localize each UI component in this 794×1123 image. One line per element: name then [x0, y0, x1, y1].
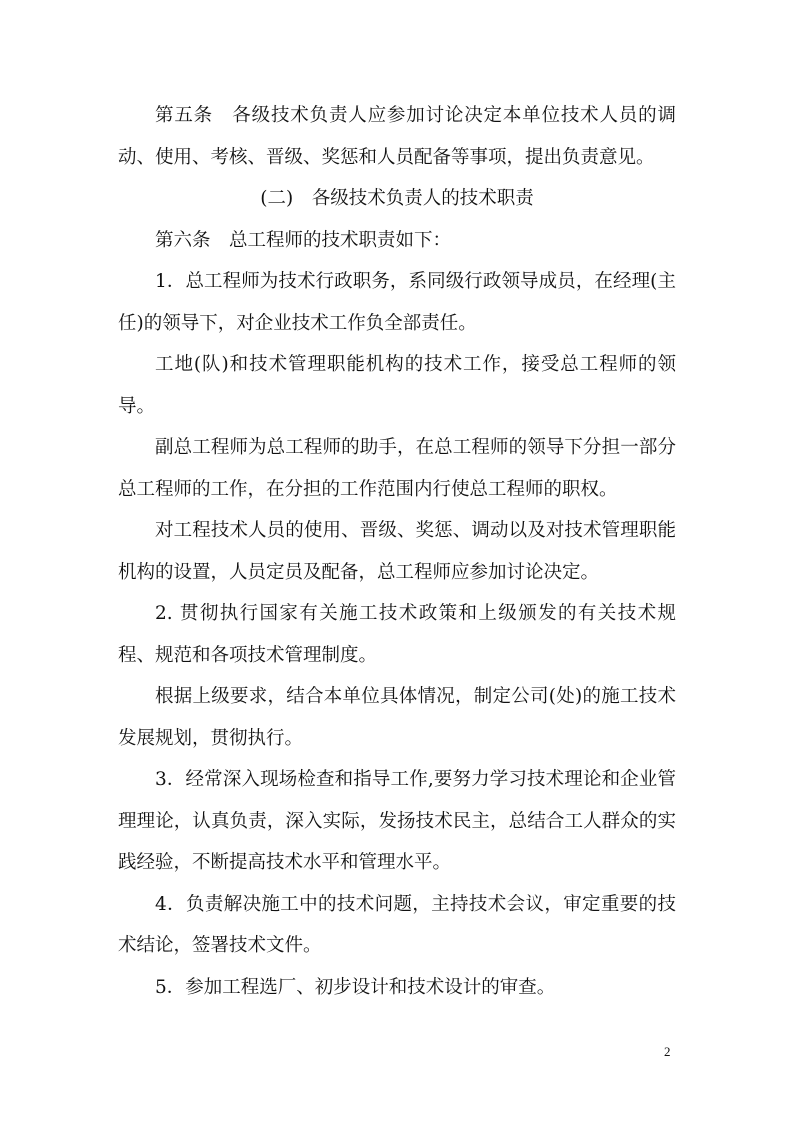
personnel-decision-paragraph: 对工程技术人员的使用、晋级、奖惩、调动以及对技术管理职能机构的设置，人员定员及配备，总工程师应参加讨论决定。 [118, 520, 676, 583]
item-3-paragraph: 3．经常深入现场检查和指导工作,要努力学习技术理论和企业管理理论，认真负责，深入实际，发扬技术民主，总结合工人群众的实践经验，不断提高技术水平和管理水平。 [118, 769, 676, 873]
item-5-paragraph: 5．参加工程选厂、初步设计和技术设计的审查。 [155, 976, 556, 998]
article-6-heading: 第六条 总工程师的技术职责如下： [155, 229, 452, 251]
item-2-paragraph: 2. 贯彻执行国家有关施工技术政策和上级颁发的有关技术规程、规范和各项技术管理制度。 [118, 603, 676, 666]
item-4-paragraph: 4．负责解决施工中的技术问题，主持技术会议，审定重要的技术结论，签署技术文件。 [118, 893, 676, 956]
development-plan-paragraph: 根据上级要求，结合本单位具体情况，制定公司(处)的施工技术发展规划，贯彻执行。 [118, 686, 676, 749]
item-1-paragraph: 1．总工程师为技术行政职务，系同级行政领导成员，在经理(主任)的领导下，对企业技术工作负全部责任。 [118, 271, 676, 334]
page-number: 2 [664, 1044, 671, 1059]
deputy-chief-engineer-paragraph: 副总工程师为总工程师的助手，在总工程师的领导下分担一部分总工程师的工作，在分担的工作范围内行使总工程师的职权。 [118, 437, 676, 500]
site-team-paragraph: 工地(队)和技术管理职能机构的技术工作，接受总工程师的领导。 [118, 354, 676, 417]
document-body [118, 95, 676, 1008]
section-heading: (二) 各级技术负责人的技术职责 [260, 188, 534, 209]
article-5-paragraph: 第五条 各级技术负责人应参加讨论决定本单位技术人员的调动、使用、考核、晋级、奖惩和人员配备等事项，提出负责意见。 [118, 105, 676, 168]
